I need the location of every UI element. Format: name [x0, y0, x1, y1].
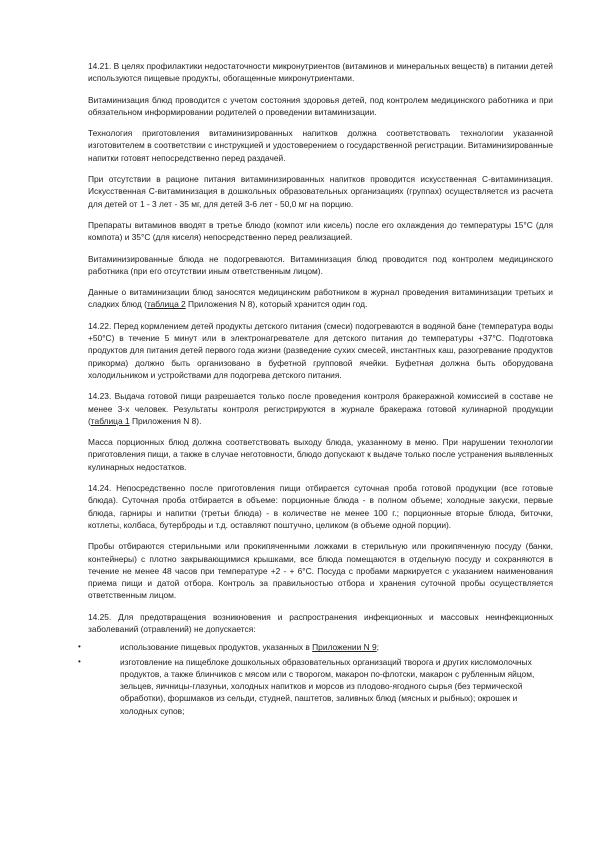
- paragraph-14-22: 14.22. Перед кормлением детей продукты детского питания (смеси) подогреваются в водяной бане (температура воды +50°С) в течение 5 минут или в электронагревателе для детского питания до температуры +37°С. Подготовка продуктов для питания детей первого года жизни (разведение сухих смесей, инстантных каш, разогревание продуктов прикорма) должно быть организовано в буфетной групповой ячейки. Буфетная должна быть оборудована холодильником и устройствами для подогрева детского питания.: [88, 320, 553, 380]
- paragraph-drinks-technology: Технология приготовления витаминизированных напитков должна соответствовать технологии указанной изготовителем в соответствии с инструкцией и удостоверением о государственной регистрации. Витаминизированные напитки готовят непосредственно перед раздачей.: [88, 128, 553, 163]
- text-segment: использование пищевых продуктов, указанных в: [120, 642, 313, 653]
- text-segment: Приложения N 8).: [129, 415, 202, 426]
- document-page: [78, 60, 553, 719]
- text-segment: Приложения N 8), который хранится один год.: [185, 299, 368, 310]
- paragraph-14-23: [88, 390, 553, 427]
- appendix-9-link[interactable]: Приложении N 9: [312, 642, 377, 653]
- paragraph-vitaminization-journal: [88, 286, 553, 311]
- text-segment: изготовление на пищеблоке дошкольных образовательных организаций творога и других кисломолочных продуктов, а также блинчиков с мясом или с творогом, макарон по-флотски, макарон с рубленным яйцом, зельцев, яичницы-глазуньи, холодных напитков и морсов из плодово-ягодного сырья (без термической обработки), форшмаков из сельди, студней, паштетов, заливных блюд (мясных и рыбных); окрошек и холодных супов;: [120, 656, 535, 716]
- paragraph-14-21: 14.21. В целях профилактики недостаточности микронутриентов (витаминов и минеральных веществ) в питании детей используются пищевые продукты, обогащенные микронутриентами.: [88, 61, 553, 84]
- paragraph-vitaminization-health: Витаминизация блюд проводится с учетом состояния здоровья детей, под контролем медицинского работника и при обязательном информировании родителей о проведении витаминизации.: [88, 94, 553, 117]
- bullet-icon: •: [78, 656, 81, 666]
- bullet-icon: •: [78, 642, 81, 652]
- paragraph-14-25: 14.25. Для предотвращения возникновения и распространения инфекционных и массовых неинфекционных заболеваний (отравлений) не допускается:: [88, 611, 553, 634]
- table-2-link[interactable]: таблица 2: [146, 299, 186, 310]
- list-item: [78, 641, 553, 653]
- paragraph-artificial-c-vitaminization: При отсутствии в рационе питания витаминизированных напитков проводится искусственная С-витаминизация. Искусственная С-витаминизация в дошкольных образовательных организациях (группах) осуществляется из расчета для детей от 1 - 3 лет - 35 мг, для детей 3-6 лет - 50,0 мг на порцию.: [88, 174, 553, 209]
- text-segment: 14.23. Выдача готовой пищи разрешается только после проведения контроля бракеражной комиссией в составе не менее 3-х человек. Результаты контроля регистрируются в журнале бракеража готовой кулинарной продукции (: [88, 391, 553, 426]
- text-segment: Данные о витаминизации блюд заносятся медицинским работником в журнал проведения витаминизации третьих и сладких блюд (: [88, 287, 553, 310]
- paragraph-no-reheating: Витаминизированные блюда не подогреваются. Витаминизация блюд проводится под контролем медицинского работника (при его отсутствии иным ответственным лицом).: [88, 253, 553, 276]
- paragraph-portion-mass: Масса порционных блюд должна соответствовать выходу блюда, указанному в меню. При нарушении технологии приготовления пищи, а также в случае неготовности, блюдо допускают к выдаче только после устранения выявленных кулинарных недостатков.: [88, 437, 553, 472]
- prohibitions-list: [78, 641, 553, 717]
- text-segment: ;: [376, 642, 379, 653]
- paragraph-vitamin-preparations: Препараты витаминов вводят в третье блюдо (компот или кисель) после его охлаждения до температуры 15°С (для компота) и 35°С (для киселя) непосредственно перед реализацией.: [88, 219, 553, 243]
- paragraph-samples: Пробы отбираются стерильными или прокипяченными ложками в стерильную или прокипяченную посуду (банки, контейнеры) с плотно закрывающимися крышками, все блюда помещаются в отдельную посуду и сохраняются в течение не менее 48 часов при температуре +2 - + 6°С. Посуда с пробами маркируется с указанием наименования приема пищи и датой отбора. Контроль за правильностью отбора и хранения суточной пробы осуществляется ответственным лицом.: [88, 541, 553, 601]
- list-item: [78, 656, 553, 717]
- table-1-link[interactable]: таблица 1: [90, 415, 130, 426]
- paragraph-14-24: 14.24. Непосредственно после приготовления пищи отбирается суточная проба готовой продукции (все готовые блюда). Суточная проба отбирается в объеме: порционные блюда - в полном объеме; холодные закуски, первые блюда, гарниры и напитки (третьи блюда) - в количестве не менее 100 г.; порционные вторые блюда, биточки, котлеты, колбаса, бутерброды и т.д. оставляют поштучно, целиком (в объеме одной порции).: [88, 483, 553, 530]
